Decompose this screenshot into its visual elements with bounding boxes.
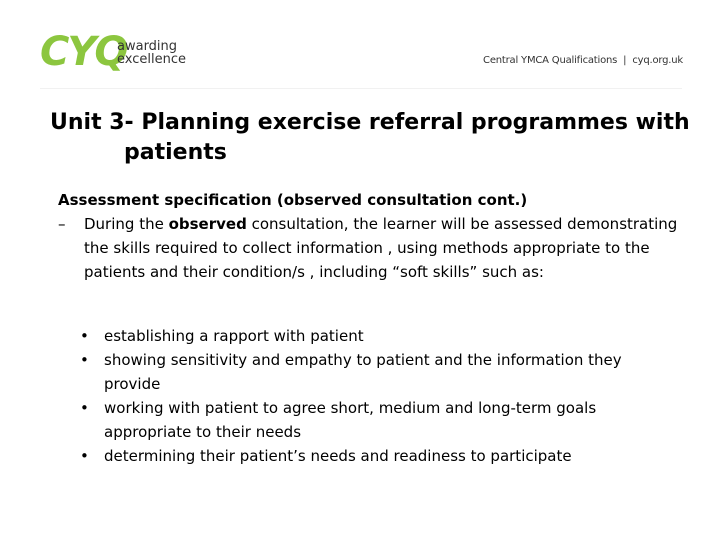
paragraph-after: consultation, the learner will be assessed demonstrating the skills required to collect information , using methods appropriate to the patients and their condition/s , including “soft skills” such as: (84, 215, 678, 281)
dash-paragraph (58, 212, 678, 284)
separator: | (623, 55, 627, 66)
list-item-text: establishing a rapport with patient (104, 327, 364, 345)
bullet-glyph: • (80, 447, 89, 465)
slide-body (58, 188, 678, 284)
soft-skills-list (80, 324, 680, 468)
slide-title-line-1: Unit 3- Planning exercise referral programmes with (50, 110, 690, 135)
logo-tagline (117, 40, 186, 66)
header-divider (40, 88, 682, 89)
slide-title (50, 108, 690, 168)
list-item-text: showing sensitivity and empathy to patient and the information they provide (104, 351, 622, 393)
logo-tagline-line-2: excellence (117, 52, 186, 67)
paragraph-emphasis: observed (168, 215, 247, 233)
logo-tagline-line-1: awarding (117, 39, 178, 54)
website-text: cyq.org.uk (632, 55, 683, 66)
assessment-heading: Assessment specification (observed consultation cont.) (58, 191, 528, 209)
bullet-glyph: • (80, 327, 89, 345)
list-item (80, 348, 680, 396)
list-item (80, 444, 680, 468)
slide-title-line-2: patients (124, 140, 227, 165)
organisation-line (483, 55, 683, 66)
dash-glyph: – (58, 215, 66, 233)
list-item (80, 396, 680, 444)
list-item (80, 324, 680, 348)
paragraph-before: During the (84, 215, 169, 233)
bullet-glyph: • (80, 351, 89, 369)
list-item-text: determining their patient’s needs and readiness to participate (104, 447, 572, 465)
cyq-logo: CYQ (40, 29, 127, 75)
header (0, 0, 720, 92)
list-item-text: working with patient to agree short, medium and long-term goals appropriate to their needs (104, 399, 597, 441)
organisation-name: Central YMCA Qualifications (483, 55, 618, 66)
bullet-glyph: • (80, 399, 89, 417)
